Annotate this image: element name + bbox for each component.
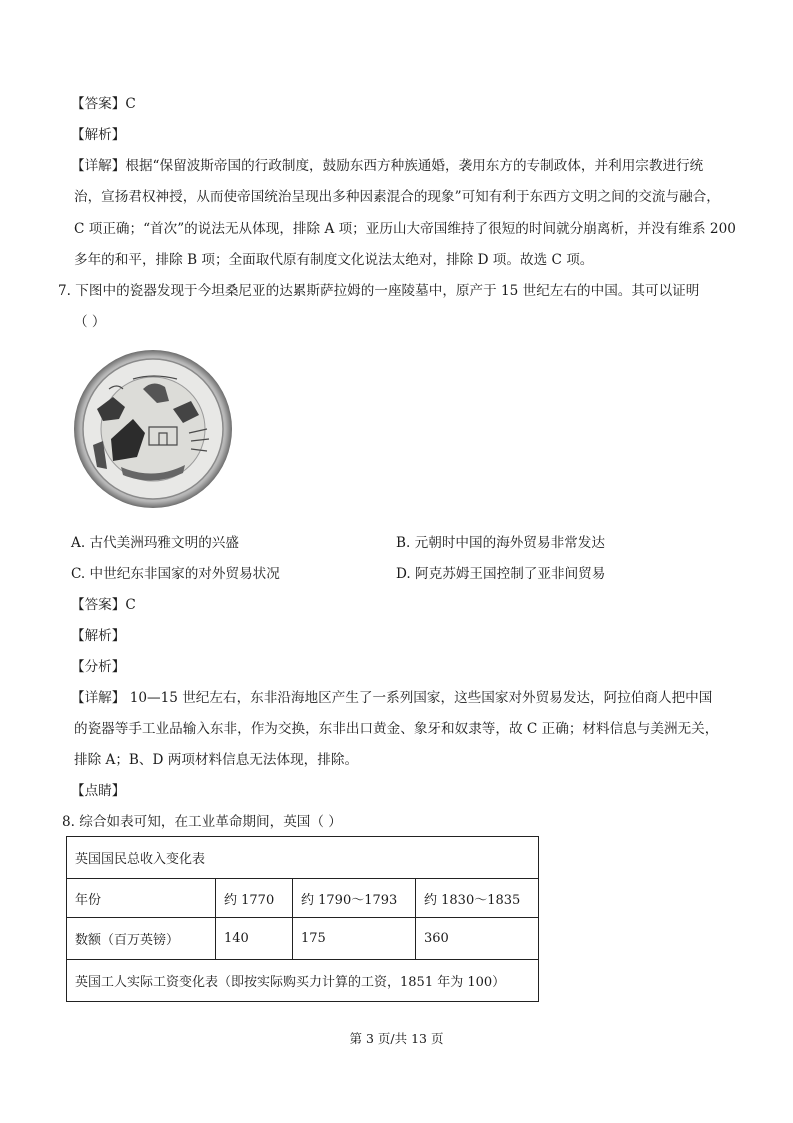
- q7-detail-line-2: 的瓷器等手工业品输入东非，作为交换，东非出口黄金、象牙和奴隶等，故 C 正确；材料信息与美洲无关，: [74, 721, 719, 737]
- q6-detail-line-2: 治，宣扬君权神授，从而使帝国统治呈现出多种因素混合的现象”可知有利于东西方文明之间的交流与融合，: [74, 189, 720, 205]
- year-cell: 约 1770: [216, 879, 293, 918]
- q7-dianjing-label: 【点睛】: [71, 783, 126, 799]
- amount-label-cell: 数额（百万英镑）: [67, 918, 216, 960]
- amount-cell: 175: [293, 918, 416, 960]
- q7-fenxi-label: 【分析】: [71, 659, 126, 675]
- year-label-cell: 年份: [67, 879, 216, 918]
- amount-cell: 140: [216, 918, 293, 960]
- q8-stem: 8. 综合如表可知，在工业革命期间，英国（ ）: [62, 814, 342, 830]
- amount-cell: 360: [416, 918, 539, 960]
- table-row: [67, 879, 539, 918]
- q7-answer: 【答案】C: [71, 597, 136, 613]
- q6-analysis-label: 【解析】: [71, 127, 126, 143]
- year-cell: 约 1790～1793: [293, 879, 416, 918]
- income-table: [66, 836, 539, 1002]
- q7-option-a: A. 古代美洲玛雅文明的兴盛: [71, 535, 239, 551]
- q7-detail-line-1: 【详解】 10—15 世纪左右，东非沿海地区产生了一系列国家，这些国家对外贸易发达，阿拉伯商人把中国: [71, 690, 713, 706]
- year-cell: 约 1830～1835: [416, 879, 539, 918]
- porcelain-plate-image: [73, 349, 233, 509]
- q7-option-c: C. 中世纪东非国家的对外贸易状况: [71, 566, 280, 582]
- table-row: [67, 960, 539, 1002]
- q6-detail-line-1: 【详解】根据“保留波斯帝国的行政制度，鼓励东西方种族通婚，袭用东方的专制政体，并利用宗教进行统: [71, 158, 704, 174]
- income-table-title: 英国国民总收入变化表: [67, 837, 539, 879]
- q7-stem-line-1: 7. 下图中的瓷器发现于今坦桑尼亚的达累斯萨拉姆的一座陵墓中，原产于 15 世纪左右的中国。其可以证明: [58, 283, 700, 299]
- q6-detail-line-4: 多年的和平，排除 B 项；全面取代原有制度文化说法太绝对，排除 D 项。故选 C 项。: [74, 252, 594, 268]
- q6-detail-line-3: C 项正确；“首次”的说法无从体现，排除 A 项；亚历山大帝国维持了很短的时间就分崩离析，并没有维系 200: [74, 221, 736, 237]
- q6-answer: 【答案】C: [71, 96, 136, 112]
- q7-detail-line-3: 排除 A；B、D 两项材料信息无法体现，排除。: [74, 752, 359, 768]
- q7-option-d: D. 阿克苏姆王国控制了亚非间贸易: [396, 566, 606, 582]
- wage-table-title: 英国工人实际工资变化表（即按实际购买力计算的工资，1851 年为 100）: [67, 960, 539, 1002]
- table-row: [67, 837, 539, 879]
- q7-stem-line-2: （ ）: [74, 314, 106, 330]
- q7-option-b: B. 元朝时中国的海外贸易非常发达: [396, 535, 605, 551]
- q7-analysis-label: 【解析】: [71, 628, 126, 644]
- table-row: [67, 918, 539, 960]
- page-footer: 第 3 页/共 13 页: [349, 1031, 444, 1046]
